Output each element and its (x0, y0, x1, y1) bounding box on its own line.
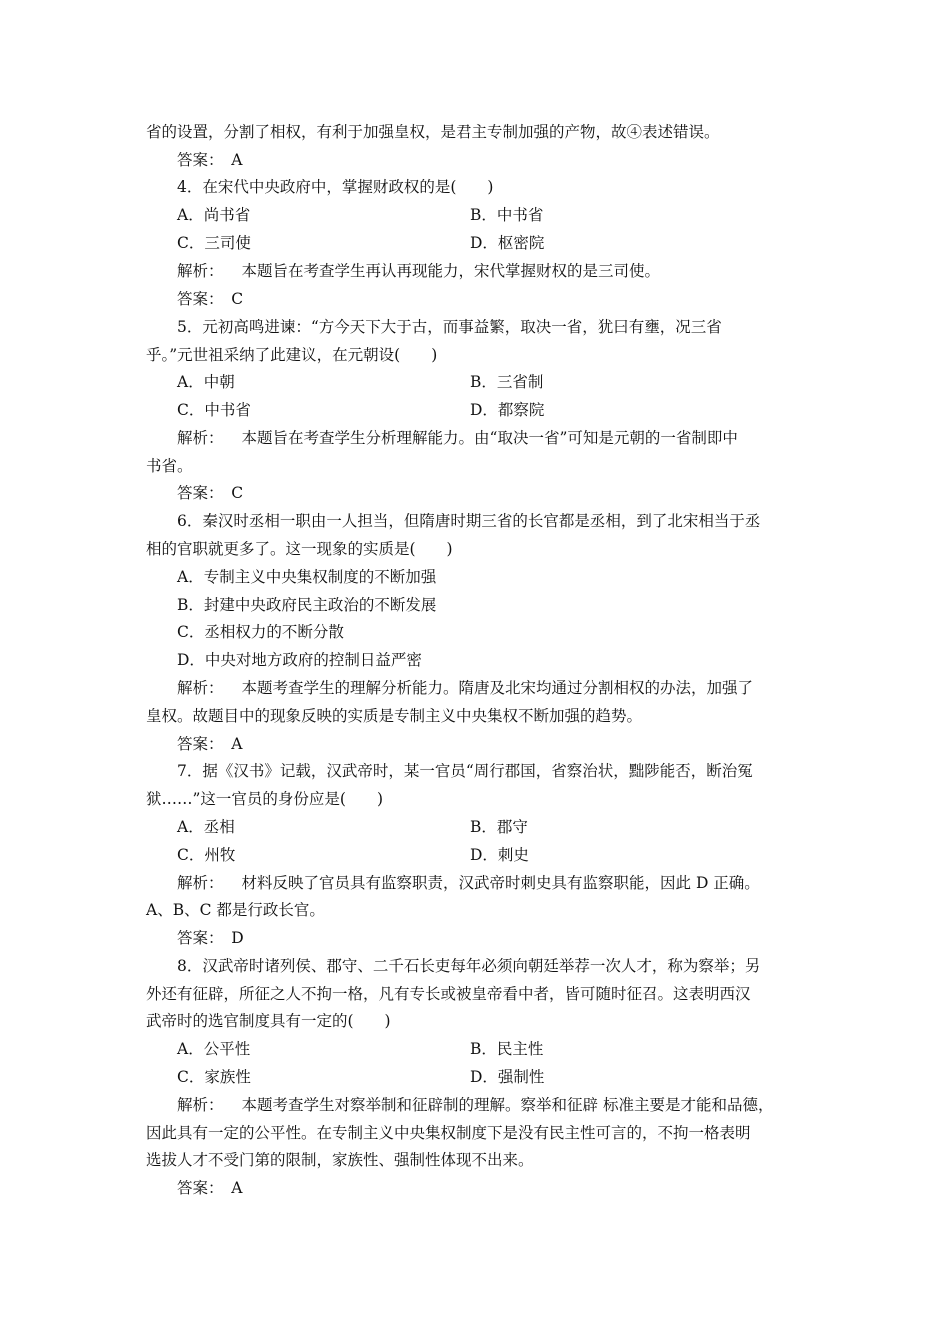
q6-analysis-line2: 皇权。故题目中的现象反映的实质是专制主义中央集权不断加强的趋势。 (146, 707, 643, 725)
q6-option-c: C．丞相权力的不断分散 (177, 623, 344, 641)
q4-stem: 4．在宋代中央政府中，掌握财政权的是( ) (177, 178, 494, 196)
q5-option-a: A．中朝 (177, 373, 235, 391)
q7-answer: 答案： D (177, 929, 244, 947)
analysis-text: 本题考查学生对察举制和征辟制的理解。察举和征辟 标准主要是才能和品德， (241, 1096, 774, 1114)
q8-analysis-line3: 选拔人才不受门第的限制，家族性、强制性体现不出来。 (146, 1151, 534, 1169)
q4-analysis (177, 260, 660, 282)
q8-option-b: B．民主性 (470, 1040, 544, 1058)
q8-analysis-line1 (177, 1094, 773, 1116)
q7-stem-line2: 狱……”这一官员的身份应是( ) (146, 790, 384, 808)
analysis-text: 材料反映了官员具有监察职责，汉武帝时刺史具有监察职能，因此 D 正确。 (241, 874, 760, 892)
q3-answer: 答案： A (177, 151, 243, 169)
q8-option-a: A．公平性 (177, 1040, 251, 1058)
q4-option-c: C．三司使 (177, 234, 251, 252)
q5-answer: 答案： C (177, 484, 244, 502)
q5-stem-line1: 5．元初高鸣进谏：“方今天下大于古，而事益繁，取决一省，犹曰有壅，况三省 (177, 318, 722, 336)
q4-option-a: A．尚书省 (177, 206, 251, 224)
q3-analysis-line: 省的设置，分割了相权，有利于加强皇权，是君主专制加强的产物，故④表述错误。 (146, 123, 720, 141)
q8-stem-line2: 外还有征辟，所征之人不拘一格，凡有专长或被皇帝看中者，皆可随时征召。这表明西汉 (146, 985, 751, 1003)
q5-analysis-line2: 书省。 (146, 457, 193, 475)
q5-option-c: C．中书省 (177, 401, 251, 419)
q6-analysis-line1 (177, 677, 753, 699)
analysis-text: 本题旨在考查学生再认再现能力，宋代掌握财权的是三司使。 (241, 262, 661, 280)
analysis-label: 解析： (177, 874, 224, 892)
q8-analysis-line2: 因此具有一定的公平性。在专制主义中央集权制度下是没有民主性可言的，不拘一格表明 (146, 1124, 751, 1142)
analysis-label: 解析： (177, 1096, 224, 1114)
q4-answer: 答案： C (177, 290, 244, 308)
analysis-text: 本题旨在考查学生分析理解能力。由“取决一省”可知是元朝的一省制即中 (241, 429, 738, 447)
q8-stem-line3: 武帝时的选官制度具有一定的( ) (146, 1012, 391, 1030)
q7-option-b: B．郡守 (470, 818, 528, 836)
analysis-label: 解析： (177, 679, 224, 697)
q7-analysis-line1 (177, 872, 760, 894)
analysis-text: 本题考查学生的理解分析能力。隋唐及北宋均通过分割相权的办法，加强了 (241, 679, 754, 697)
q7-option-c: C．州牧 (177, 846, 236, 864)
q6-option-a: A．专制主义中央集权制度的不断加强 (177, 568, 437, 586)
q8-option-d: D．强制性 (470, 1068, 545, 1086)
q4-option-b: B．中书省 (470, 206, 544, 224)
q8-stem-line1: 8．汉武帝时诸列侯、郡守、二千石长吏每年必须向朝廷举荐一次人才，称为察举；另 (177, 957, 761, 975)
q5-option-b: B．三省制 (470, 373, 544, 391)
q5-option-d: D．都察院 (470, 401, 545, 419)
q5-stem-line2: 乎。”元世祖采纳了此建议，在元朝设( ) (146, 346, 438, 364)
q4-option-d: D．枢密院 (470, 234, 545, 252)
q6-stem-line2: 相的官职就更多了。这一现象的实质是( ) (146, 540, 453, 558)
q6-option-b: B．封建中央政府民主政治的不断发展 (177, 596, 437, 614)
q7-option-d: D．刺史 (470, 846, 529, 864)
analysis-label: 解析： (177, 429, 224, 447)
q7-analysis-line2: A、B、C 都是行政长官。 (146, 901, 325, 919)
q7-stem-line1: 7．据《汉书》记载，汉武帝时，某一官员“周行郡国，省察治状，黜陟能否，断治冤 (177, 762, 753, 780)
q6-option-d: D．中央对地方政府的控制日益严密 (177, 651, 422, 669)
q7-option-a: A．丞相 (177, 818, 235, 836)
q6-answer: 答案： A (177, 735, 243, 753)
q6-stem-line1: 6．秦汉时丞相一职由一人担当，但隋唐时期三省的长官都是丞相，到了北宋相当于丞 (177, 512, 761, 530)
q8-option-c: C．家族性 (177, 1068, 251, 1086)
q5-analysis-line1 (177, 427, 738, 449)
analysis-label: 解析： (177, 262, 224, 280)
q8-answer: 答案： A (177, 1179, 243, 1197)
